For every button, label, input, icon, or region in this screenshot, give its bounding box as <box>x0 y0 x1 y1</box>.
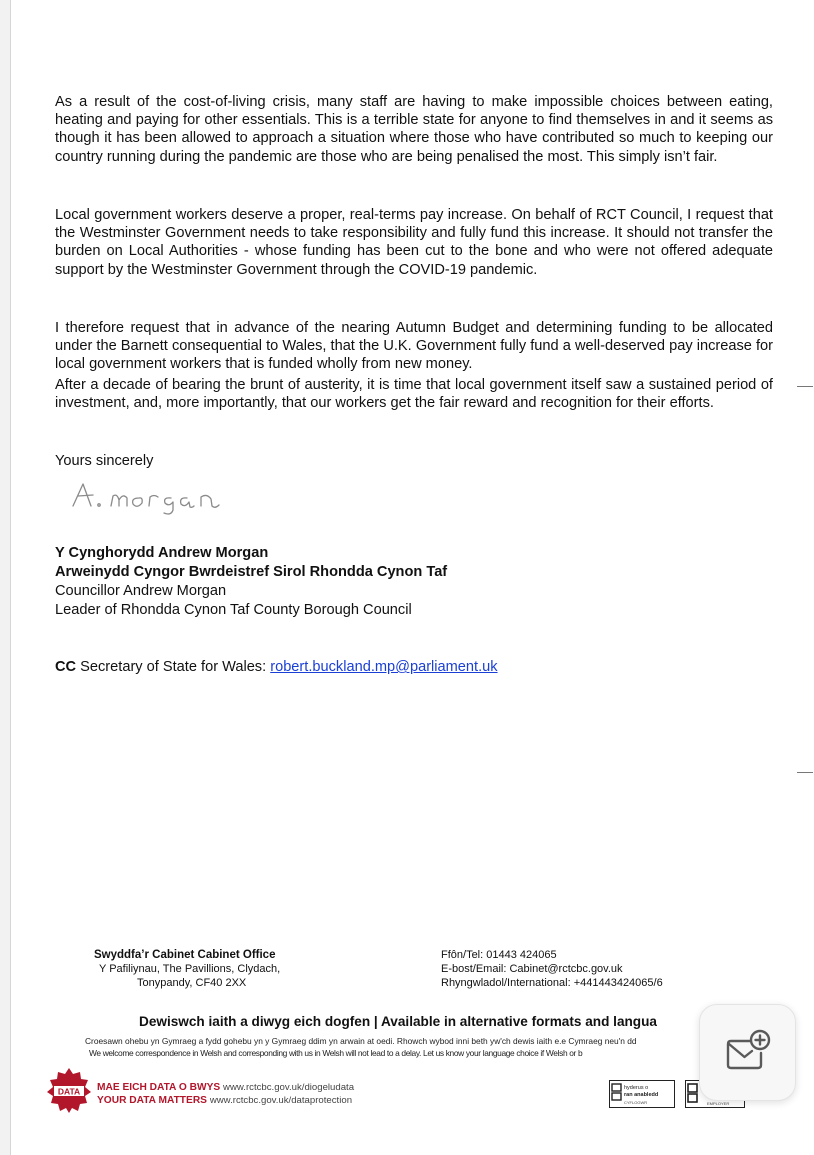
alternative-formats-heading: Dewiswch iaith a diwyg eich dogfen | Available in alternative formats and langua <box>139 1014 657 1029</box>
cc-email-link[interactable]: robert.buckland.mp@parliament.uk <box>270 659 498 675</box>
page-edge-mark <box>797 772 813 773</box>
data-matters-english <box>97 1094 352 1107</box>
signatory-title-welsh: Arweinydd Cyngor Bwrdeistref Sirol Rhondda Cynon Taf <box>55 564 448 580</box>
handwritten-signature <box>69 478 269 518</box>
disability-badge-line3: CYFLOGWR <box>624 1100 648 1105</box>
cc-label: CC <box>55 659 77 675</box>
employer-badge-label: EMPLOYER <box>707 1101 730 1106</box>
data-matters-welsh-url[interactable]: www.rctcbc.gov.uk/diogeludata <box>223 1082 355 1093</box>
envelope-plus-icon <box>722 1027 772 1077</box>
paragraph-autumn-budget: I therefore request that in advance of the nearing Autumn Budget and determining funding to be allocated under the Barnett consequential to Wales, that the U.K. Government fully fund a well-deserved pay increase for local government workers that is funded wholly from new money. <box>55 320 773 373</box>
document-page <box>10 0 814 1155</box>
data-matters-welsh <box>97 1081 354 1094</box>
signatory-name-english: Councillor Andrew Morgan <box>55 583 227 599</box>
paragraph-austerity: After a decade of bearing the brunt of austerity, it is time that local government itself saw a sustained period of investment, and, more importantly, that our workers get the fair reward and recognition for their efforts. <box>55 377 773 412</box>
data-matters-english-label: YOUR DATA MATTERS <box>97 1095 207 1106</box>
cc-text: Secretary of State for Wales: <box>80 659 271 675</box>
signatory-name-welsh: Y Cynghorydd Andrew Morgan <box>55 545 269 561</box>
footer-international: Rhyngwladol/International: +441443424065/6 <box>441 977 663 989</box>
data-badge-label: DATA <box>57 1086 81 1097</box>
footer-email: E-bost/Email: Cabinet@rctcbc.gov.uk <box>441 963 623 975</box>
footer-address-line1: Y Pafiliynau, The Pavillions, Clydach, <box>99 963 281 975</box>
floating-mail-action-button[interactable] <box>699 1004 796 1101</box>
data-matters-english-url[interactable]: www.rctcbc.gov.uk/dataprotection <box>209 1095 353 1106</box>
data-matters-welsh-label: MAE EICH DATA O BWYS <box>97 1082 221 1093</box>
signatory-title-english: Leader of Rhondda Cynon Taf County Borough Council <box>55 602 412 618</box>
footer-tel: Ffôn/Tel: 01443 424065 <box>441 949 557 961</box>
data-protection-shield-icon <box>45 1066 93 1114</box>
disability-badge-line2: ran anabledd <box>624 1092 659 1098</box>
cc-line <box>55 658 498 676</box>
welsh-correspondence-note: Croesawn ohebu yn Gymraeg a fydd gohebu yn y Gymraeg ddim yn arwain at oedi. Rhowch wybod inni beth yw'ch dewis iaith e.e Cymraeg neu'n dd <box>85 1036 637 1046</box>
closing-salutation: Yours sincerely <box>55 453 154 469</box>
disability-confident-badge-icon <box>609 1080 675 1108</box>
page-edge-mark <box>797 386 813 387</box>
footer-office-title: Swyddfa’r Cabinet Cabinet Office <box>94 949 276 961</box>
paragraph-pay-increase: Local government workers deserve a proper, real-terms pay increase. On behalf of RCT Council, I request that the Westminster Government needs to take responsibility and fully fund this increase. It should not transfer the burden on Local Authorities - whose funding has been cut to the bone and who were not offered adequate support by the Westminster Government through the COVID-19 pandemic. <box>55 207 773 278</box>
disability-badge-line1: hyderus o <box>624 1085 649 1091</box>
english-correspondence-note: We welcome correspondence in Welsh and corresponding with us in Welsh will not lead to a delay. Let us know your language choice if Welsh or b <box>89 1048 583 1058</box>
footer-address-line2: Tonypandy, CF40 2XX <box>137 977 247 989</box>
paragraph-cost-of-living: As a result of the cost-of-living crisis, many staff are having to make impossible choices between eating, heating and paying for other essentials. This is a terrible state for anyone to find themselves in and it seems as though it has been allowed to approach a situation where those who have contributed so much to keeping our country running during the pandemic are those who are being penalised the most. This simply isn’t fair. <box>55 94 773 165</box>
